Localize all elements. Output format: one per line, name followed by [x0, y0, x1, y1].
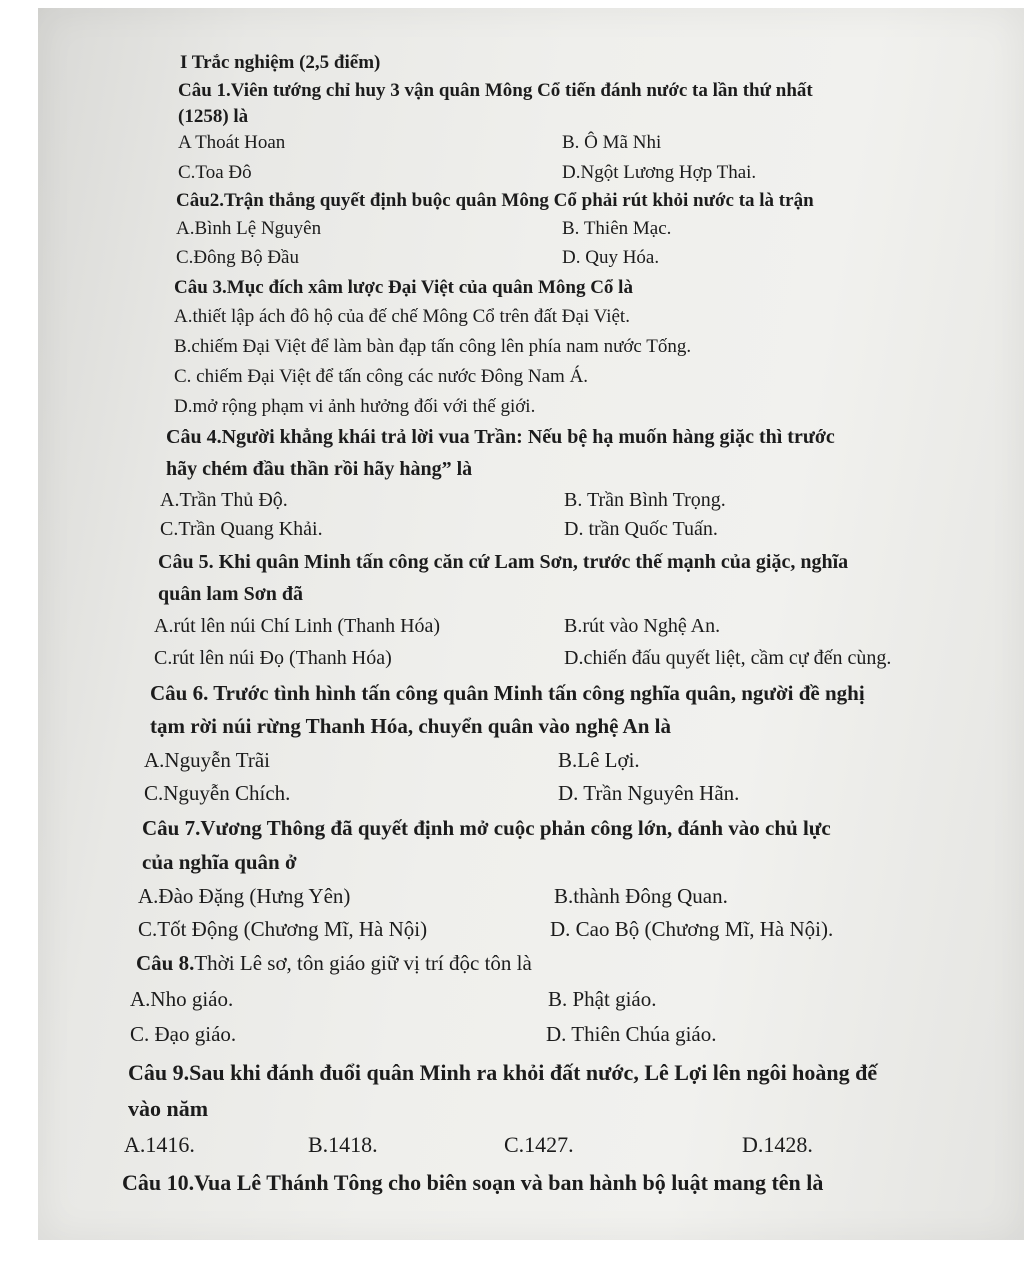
- q9-option-d: D.1428.: [742, 1132, 813, 1157]
- q7-option-c: C.Tốt Động (Chương Mĩ, Hà Nội): [138, 917, 428, 941]
- q1-option-b: B. Ô Mã Nhi: [562, 132, 662, 153]
- question-7: [138, 816, 1002, 951]
- q7-option-a: A.Đào Đặng (Hưng Yên): [138, 884, 351, 908]
- q4-option-a: A.Trần Thủ Độ.: [160, 489, 288, 511]
- question-9: [124, 1060, 1002, 1170]
- question-5: [154, 551, 1002, 681]
- exam-paper: [38, 8, 1024, 1240]
- q3-option-a: A.thiết lập ách đô hộ của đế chế Mông Cổ trên đất Đại Việt.: [174, 306, 630, 327]
- q3-option-d: D.mở rộng phạm vi ảnh hưởng đối với thế giới.: [174, 396, 536, 417]
- q1-option-a: A Thoát Hoan: [178, 132, 286, 153]
- q1-option-d: D.Ngột Lương Hợp Thai.: [562, 162, 757, 183]
- q2-option-b: B. Thiên Mạc.: [562, 218, 672, 239]
- q2-option-d: D. Quy Hóa.: [562, 247, 660, 268]
- question-10-text-line-1: Câu 10.Vua Lê Thánh Tông cho biên soạn và ban hành bộ luật mang tên là: [122, 1170, 824, 1195]
- question-8: [130, 951, 1002, 1060]
- q2-option-a: A.Bình Lệ Nguyên: [176, 218, 322, 239]
- q9-option-c: C.1427.: [504, 1132, 574, 1157]
- q5-option-b: B.rút vào Nghệ An.: [564, 615, 721, 637]
- section-title: I Trắc nghiệm (2,5 điểm): [180, 52, 381, 73]
- q2-option-c: C.Đông Bộ Đầu: [176, 247, 299, 268]
- question-8-label: Câu 8.: [136, 951, 195, 975]
- q3-option-b: B.chiếm Đại Việt để làm bàn đạp tấn công lên phía nam nước Tống.: [174, 336, 692, 357]
- q7-option-d: D. Cao Bộ (Chương Mĩ, Hà Nội).: [550, 917, 834, 941]
- question-4: [160, 426, 1002, 551]
- q1-option-c: C.Toa Đô: [178, 162, 252, 183]
- question-1-text-line-1: Câu 1.Viên tướng chỉ huy 3 vận quân Mông Cổ tiến đánh nước ta lần thứ nhất: [178, 80, 813, 101]
- q7-option-b: B.thành Đông Quan.: [554, 884, 728, 908]
- q8-option-c: C. Đạo giáo.: [130, 1022, 237, 1046]
- question-5-text-line-1: Câu 5. Khi quân Minh tấn công căn cứ Lam Sơn, trước thế mạnh của giặc, nghĩa: [158, 551, 849, 573]
- question-7-text-line-1: Câu 7.Vương Thông đã quyết định mở cuộc phản công lớn, đánh vào chủ lực: [142, 816, 831, 840]
- question-6-text-line-1: Câu 6. Trước tình hình tấn công quân Minh tấn công nghĩa quân, người đề nghị: [150, 681, 865, 705]
- q3-option-c: C. chiếm Đại Việt để tấn công các nước Đông Nam Á.: [174, 366, 589, 387]
- question-5-text-line-2: quân lam Sơn đã: [158, 583, 304, 605]
- q4-option-b: B. Trần Bình Trọng.: [564, 489, 726, 511]
- question-10: [122, 1170, 1002, 1206]
- question-6-text-line-2: tạm rời núi rừng Thanh Hóa, chuyển quân vào nghệ An là: [150, 714, 671, 738]
- q8-option-a: A.Nho giáo.: [130, 987, 234, 1011]
- question-3-text-line-1: Câu 3.Mục đích xâm lược Đại Việt của quân Mông Cổ là: [174, 277, 633, 298]
- exam-content: [122, 52, 1002, 1206]
- q5-option-c: C.rút lên núi Đọ (Thanh Hóa): [154, 647, 392, 669]
- q4-option-d: D. trần Quốc Tuấn.: [564, 518, 718, 540]
- question-6: [144, 681, 1002, 816]
- question-3: [174, 277, 1002, 426]
- q6-option-a: A.Nguyễn Trãi: [144, 748, 271, 772]
- question-1-text-line-2: (1258) là: [178, 106, 249, 127]
- q8-option-b: B. Phật giáo.: [548, 987, 657, 1011]
- question-4-text-line-1: Câu 4.Người khẳng khái trả lời vua Trần: Nếu bệ hạ muốn hàng giặc thì trước: [166, 426, 835, 448]
- q9-option-b: B.1418.: [308, 1132, 378, 1157]
- question-8-text: [136, 951, 1002, 987]
- question-2: [176, 190, 1002, 277]
- q4-option-c: C.Trần Quang Khải.: [160, 518, 323, 540]
- question-4-text-line-2: hãy chém đầu thần rồi hãy hàng” là: [166, 458, 473, 480]
- q6-option-d: D. Trần Nguyên Hãn.: [558, 781, 740, 805]
- question-9-text-line-2: vào năm: [128, 1096, 209, 1121]
- q9-option-a: A.1416.: [124, 1132, 195, 1157]
- question-7-text-line-2: của nghĩa quân ở: [142, 850, 297, 874]
- q5-option-d: D.chiến đấu quyết liệt, cầm cự đến cùng.: [564, 647, 892, 669]
- q6-option-c: C.Nguyễn Chích.: [144, 781, 291, 805]
- question-9-text-line-1: Câu 9.Sau khi đánh đuổi quân Minh ra khỏi đất nước, Lê Lợi lên ngôi hoàng đế: [128, 1060, 878, 1085]
- q8-option-d: D. Thiên Chúa giáo.: [546, 1022, 717, 1046]
- q5-option-a: A.rút lên núi Chí Linh (Thanh Hóa): [154, 615, 441, 637]
- q6-option-b: B.Lê Lợi.: [558, 748, 640, 772]
- question-1: [178, 80, 1002, 190]
- question-8-text-line-1: Thời Lê sơ, tôn giáo giữ vị trí độc tôn là: [194, 951, 532, 975]
- question-2-text-line-1: Câu2.Trận thắng quyết định buộc quân Mông Cổ phải rút khỏi nước ta là trận: [176, 190, 814, 211]
